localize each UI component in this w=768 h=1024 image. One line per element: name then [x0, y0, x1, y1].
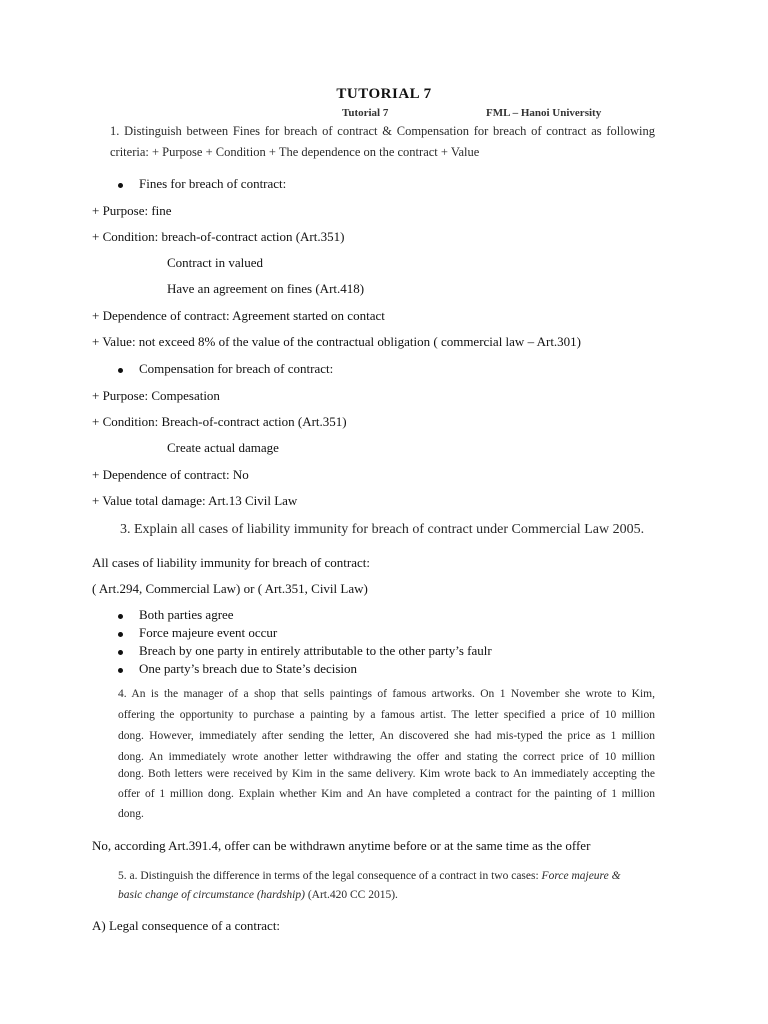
q4-line4: dong. An immediately wrote another letter withdrawing the offer and stating the correct price of 10 million: [118, 751, 655, 763]
q5-line2-text: (Art.420 CC 2015).: [304, 889, 398, 901]
a3-item: Breach by one party in entirely attributable to the other party’s faulr: [139, 643, 492, 658]
a5-text: A) Legal consequence of a contract:: [92, 918, 281, 933]
q4-line3: dong. However, immediately after sending the letter, An discovered she had mis-typed the price as 1 million: [118, 730, 655, 742]
q1-line1: 1. Distinguish between Fines for breach of contract & Compensation for breach of contract as following: [110, 124, 655, 138]
q4-line2: offering the opportunity to purchase a painting by a famous artist. The letter specified a price of 10 million: [118, 709, 655, 721]
q4-line6: offer of 1 million dong. Explain whether Kim and An have completed a contract for the painting of 1 million: [118, 788, 655, 800]
q1-line2: criteria: + Purpose + Condition + The dependence on the contract + Value: [110, 145, 480, 159]
fines-condition-2: Contract in valued: [167, 255, 264, 270]
bullet-dot-icon: [118, 632, 123, 637]
q4-line5: dong. Both letters were received by Kim in the same delivery. Kim wrote back to An immediately accepting the: [118, 768, 655, 780]
q5-line2: [118, 889, 398, 901]
q5-line1-text: 5. a. Distinguish the difference in terms of the legal consequence of a contract in two cases:: [118, 870, 542, 882]
q5-line2-italic: basic change of circumstance (hardship): [118, 889, 305, 901]
bullet-dot-icon: [118, 368, 123, 373]
a3-intro: All cases of liability immunity for breach of contract:: [92, 555, 370, 570]
cut-header-right: FML – Hanoi University: [486, 107, 602, 119]
comp-heading: Compensation for breach of contract:: [139, 361, 334, 376]
comp-condition-2: Create actual damage: [167, 440, 279, 455]
a3-item: Force majeure event occur: [139, 625, 278, 640]
bullet-dot-icon: [118, 650, 123, 655]
a4-text: No, according Art.391.4, offer can be withdrawn anytime before or at the same time as the offer: [92, 838, 591, 853]
q4-line1: 4. An is the manager of a shop that sells paintings of famous artworks. On 1 November she wrote to Kim,: [118, 688, 655, 700]
comp-purpose: + Purpose: Compesation: [92, 388, 220, 403]
q5-line1-italic: Force majeure &: [541, 870, 621, 882]
comp-dependence: + Dependence of contract: No: [92, 467, 249, 482]
a3-item: Both parties agree: [139, 607, 234, 622]
q3-text: 3. Explain all cases of liability immunity for breach of contract under Commercial Law 2005.: [120, 522, 645, 537]
q5-line1: [118, 870, 621, 882]
fines-value: + Value: not exceed 8% of the value of the contractual obligation ( commercial law – Art.301): [92, 334, 582, 349]
bullet-dot-icon: [118, 183, 123, 188]
fines-dependence: + Dependence of contract: Agreement started on contact: [92, 308, 385, 323]
fines-heading: Fines for breach of contract:: [139, 176, 287, 191]
bullet-dot-icon: [118, 668, 123, 673]
bullet-dot-icon: [118, 614, 123, 619]
comp-value: + Value total damage: Art.13 Civil Law: [92, 493, 298, 508]
a3-item: One party’s breach due to State’s decision: [139, 661, 358, 676]
fines-condition-3: Have an agreement on fines (Art.418): [167, 281, 365, 296]
a3-refs: ( Art.294, Commercial Law) or ( Art.351, Civil Law): [92, 581, 368, 596]
comp-condition: + Condition: Breach-of-contract action (Art.351): [92, 414, 347, 429]
page-title: TUTORIAL 7: [336, 86, 432, 102]
fines-purpose: + Purpose: fine: [92, 203, 172, 218]
fines-condition: + Condition: breach-of-contract action (Art.351): [92, 229, 345, 244]
q4-line7: dong.: [118, 808, 144, 820]
cut-header-left: Tutorial 7: [342, 107, 389, 119]
